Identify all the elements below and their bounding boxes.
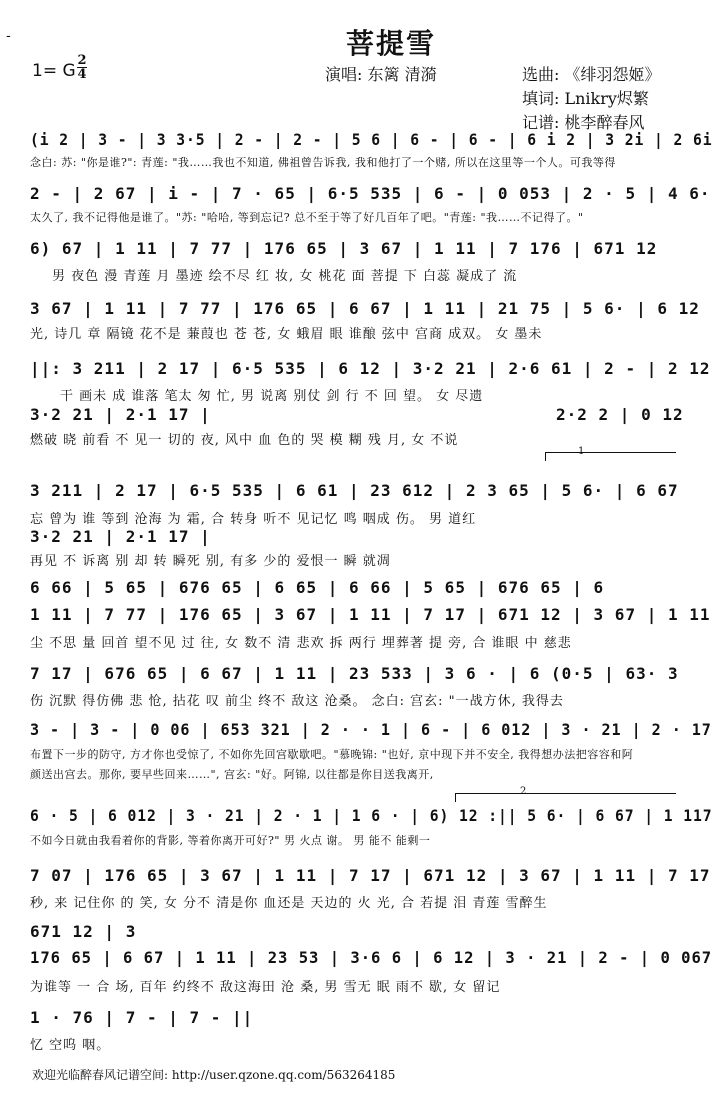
notation-row: 6) 67 | 1 11 | 7 77 | 176 65 | 3 67 | 1 11 | 7 176 | 671 12	[30, 239, 658, 258]
lyric-row: 干 画未 成 谁落 笔太 匆 忙, 男 说离 别仗 剑 行 不 回 望。 女 尽遗	[60, 389, 484, 404]
lyric-row: 太久了, 我不记得他是谁了。"苏: "哈哈, 等到忘记? 总不至于等了好几百年了吧。"青莲: "我……不记得了。"	[30, 211, 584, 224]
lyric-row: 念白: 苏: "你是谁?": 青莲: "我……我也不知道, 佛祖曾告诉我, 我和他打了一个赌, 所以在这里等一个人。可我等得	[30, 156, 616, 169]
time-numerator: 2	[77, 53, 87, 68]
lyricist: 填词: Lnikry烬繁	[522, 89, 649, 108]
notation-row: 7 07 | 176 65 | 3 67 | 1 11 | 7 17 | 671 12 | 3 67 | 1 11 | 7 17	[30, 866, 711, 885]
volta-bracket	[545, 452, 676, 461]
lyric-row: 忘 曾为 谁 等到 沧海 为 霜, 合 转身 听不 见记忆 鸣 咽成 伤。 男 道红	[30, 512, 477, 527]
performers: 演唱: 东篱 清漪	[325, 65, 437, 84]
volta-number: 1	[578, 446, 585, 457]
notation-row: 3 - | 3 - | 0 06 | 653 321 | 2 · · 1 | 6 - | 6 012 | 3 · 21 | 2 · 17	[30, 720, 712, 739]
time-denominator: 4	[77, 67, 87, 82]
key-signature: 1= G	[32, 61, 76, 81]
lyric-row: 忆 空呜 咽。	[30, 1038, 111, 1053]
notation-row: 1 11 | 7 77 | 176 65 | 3 67 | 1 11 | 7 17 | 671 12 | 3 67 | 1 11	[30, 605, 711, 624]
notation-row: 176 65 | 6 67 | 1 11 | 23 53 | 3·6 6 | 6 12 | 3 · 21 | 2 - | 0 067	[30, 948, 713, 967]
time-signature	[77, 54, 87, 81]
volta-number: 2	[520, 786, 527, 797]
notation-row: 1 · 76 | 7 - | 7 - ||	[30, 1008, 254, 1027]
lyric-row: 伤 沉默 得仿佛 悲 怆, 拈花 叹 前尘 终不 敌这 沧桑。 念白: 宫玄: "一战方休, 我得去	[30, 694, 564, 709]
notation-row: 3 67 | 1 11 | 7 77 | 176 65 | 6 67 | 1 11 | 21 75 | 5 6· | 6 12	[30, 299, 700, 318]
lyric-row: 尘 不思 量 回首 望不见 过 往, 女 数不 清 悲欢 拆 两行 埋葬著 提 旁, 合 谁眼 中 慈悲	[30, 636, 572, 651]
notation-row: 2·2 2 | 0 12	[556, 405, 684, 424]
notation-row: 671 12 | 3	[30, 922, 137, 941]
lyric-row: 光, 诗几 章 隔镜 花不是 蒹葭也 苍 苍, 女 蛾眉 眼 谁酿 弦中 宫商 成双。 女 墨未	[30, 327, 543, 342]
lyric-row: 男 夜色 漫 青莲 月 墨迹 绘不尽 红 妆, 女 桃花 面 菩提 下 白蕊 凝成了 流	[52, 269, 518, 284]
notation-row: ||: 3 211 | 2 17 | 6·5 535 | 6 12 | 3·2 21 | 2·6 61 | 2 - | 2 12	[30, 359, 711, 378]
notation-row: 6 · 5 | 6 012 | 3 · 21 | 2 · 1 | 1 6 · | 6) 12 :|| 5 6· | 6 67 | 1 117	[30, 806, 713, 825]
notation-row: 6 66 | 5 65 | 676 65 | 6 65 | 6 66 | 5 65 | 676 65 | 6	[30, 578, 605, 597]
lyric-row: 秒, 来 记住你 的 笑, 女 分不 清是你 血还是 天边的 火 光, 合 若提 泪 青莲 雪醉生	[30, 896, 548, 911]
corner-mark: -	[6, 28, 11, 44]
lyric-row: 再见 不 诉离 别 却 转 瞬死 别, 有多 少的 爱恨一 瞬 就凋	[30, 554, 391, 569]
notation-row: 3·2 21 | 2·1 17 |	[30, 527, 211, 546]
transcriber: 记谱: 桃李醉春风	[522, 113, 645, 132]
notation-row: 2 - | 2 67 | i - | 7 · 65 | 6·5 535 | 6 - | 0 053 | 2 · 5 | 4 6·	[30, 184, 711, 203]
volta-bracket	[455, 793, 676, 802]
lyric-row: 颜送出宫去。那你, 要早些回来……", 宫玄: "好。阿锦, 以往都是你目送我离开,	[30, 768, 434, 781]
footer-credit: 欢迎光临醉春风记谱空间: http://user.qzone.qq.com/563264185	[32, 1068, 396, 1082]
lyric-row: 为谁等 一 合 场, 百年 约终不 敌这海田 沧 桑, 男 雪无 眠 雨不 歇, 女 留记	[30, 980, 501, 995]
notation-row: 7 17 | 676 65 | 6 67 | 1 11 | 23 533 | 3 6 · | 6 (0·5 | 63· 3	[30, 664, 679, 683]
notation-row: (i 2 | 3 - | 3 3·5 | 2 - | 2 - | 5 6 | 6 - | 6 - | 6 i 2 | 3 2i | 2 6i	[30, 130, 713, 149]
lyric-row: 布置下一步的防守, 方才你也受惊了, 不如你先回宫歇歇吧。"慕晚锦: "也好, 京中现下并不安全, 我得想办法把容容和阿	[30, 748, 634, 761]
lyric-row: 不如今日就由我看着你的背影, 等着你离开可好?" 男 火点 谢。 男 能不 能剩一	[30, 834, 431, 847]
notation-row: 3 211 | 2 17 | 6·5 535 | 6 61 | 23 612 | 2 3 65 | 5 6· | 6 67	[30, 481, 679, 500]
notation-row: 3·2 21 | 2·1 17 |	[30, 405, 211, 424]
lyric-row: 燃破 晓 前看 不 见一 切的 夜, 风中 血 色的 哭 模 糊 残 月, 女 不说	[30, 433, 459, 448]
source: 选曲: 《绯羽怨姬》	[522, 65, 661, 84]
song-title: 菩提雪	[346, 27, 437, 60]
